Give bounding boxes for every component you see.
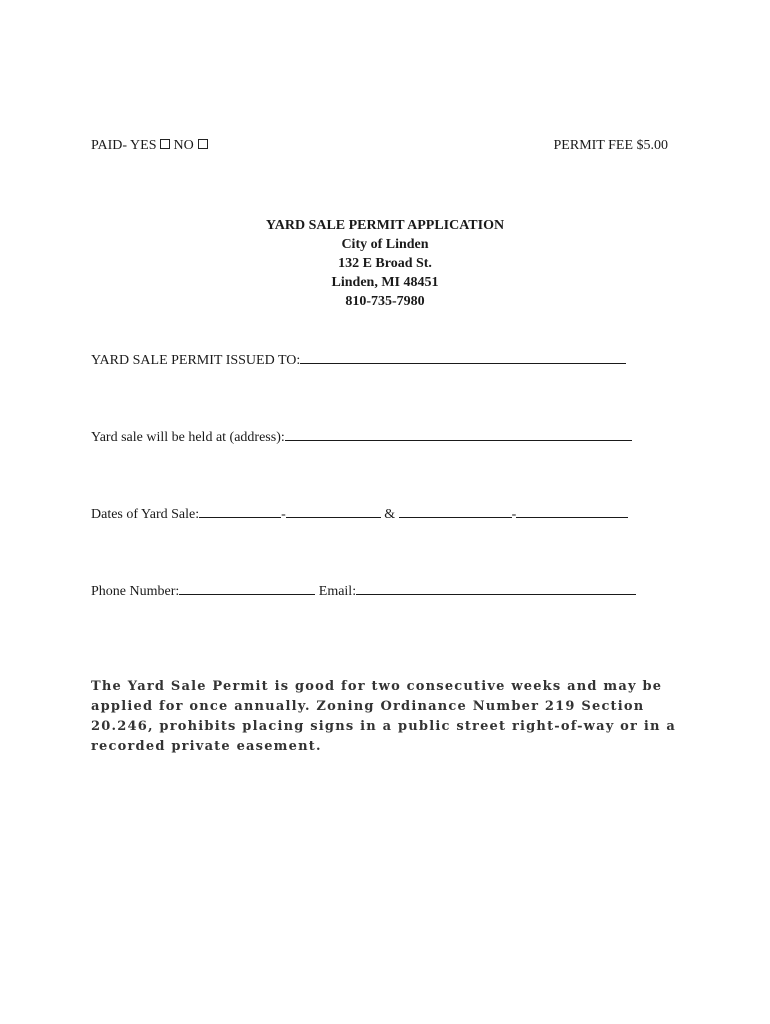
permit-fee: PERMIT FEE $5.00 [553,138,668,153]
city-name: City of Linden [341,237,429,252]
address-row [91,428,632,446]
phone-label: Phone Number: [91,584,180,599]
issued-to-label: YARD SALE PERMIT ISSUED TO: [91,353,301,368]
paid-no-label: NO [173,138,194,153]
date-1-end-field[interactable] [286,505,381,518]
address-field[interactable] [285,428,632,441]
dates-row [91,505,628,523]
permit-notice: The Yard Sale Permit is good for two consecutive weeks and may be applied for once annually. Zoning Ordinance Number 219 Section 20.246, prohibits placing signs in a public street right-of-way or in a recorded private easement. [91,679,676,754]
address-label: Yard sale will be held at (address): [91,430,285,445]
date-2-end-field[interactable] [516,505,628,518]
paid-yes-checkbox[interactable] [160,139,170,149]
issued-to-field[interactable] [300,351,626,364]
date-1-start-field[interactable] [199,505,281,518]
document-title: YARD SALE PERMIT APPLICATION [265,218,505,233]
phone-field[interactable] [179,582,315,595]
dates-label: Dates of Yard Sale: [91,507,200,522]
date-2-start-field[interactable] [399,505,512,518]
paid-yes-label: PAID- YES [91,138,157,153]
email-field[interactable] [356,582,636,595]
paid-status-line [91,138,211,154]
city-state-zip: Linden, MI 48451 [331,275,439,290]
issued-to-row [91,351,626,369]
dates-dash-2: - [511,507,517,522]
dates-dash-1: - [281,507,286,522]
paid-no-checkbox[interactable] [198,139,208,149]
contact-row [91,582,636,600]
street-address: 132 E Broad St. [338,256,432,271]
document-header [0,216,770,311]
dates-ampersand: & [384,507,396,522]
office-phone: 810-735-7980 [345,294,425,309]
email-label: Email: [318,584,357,599]
